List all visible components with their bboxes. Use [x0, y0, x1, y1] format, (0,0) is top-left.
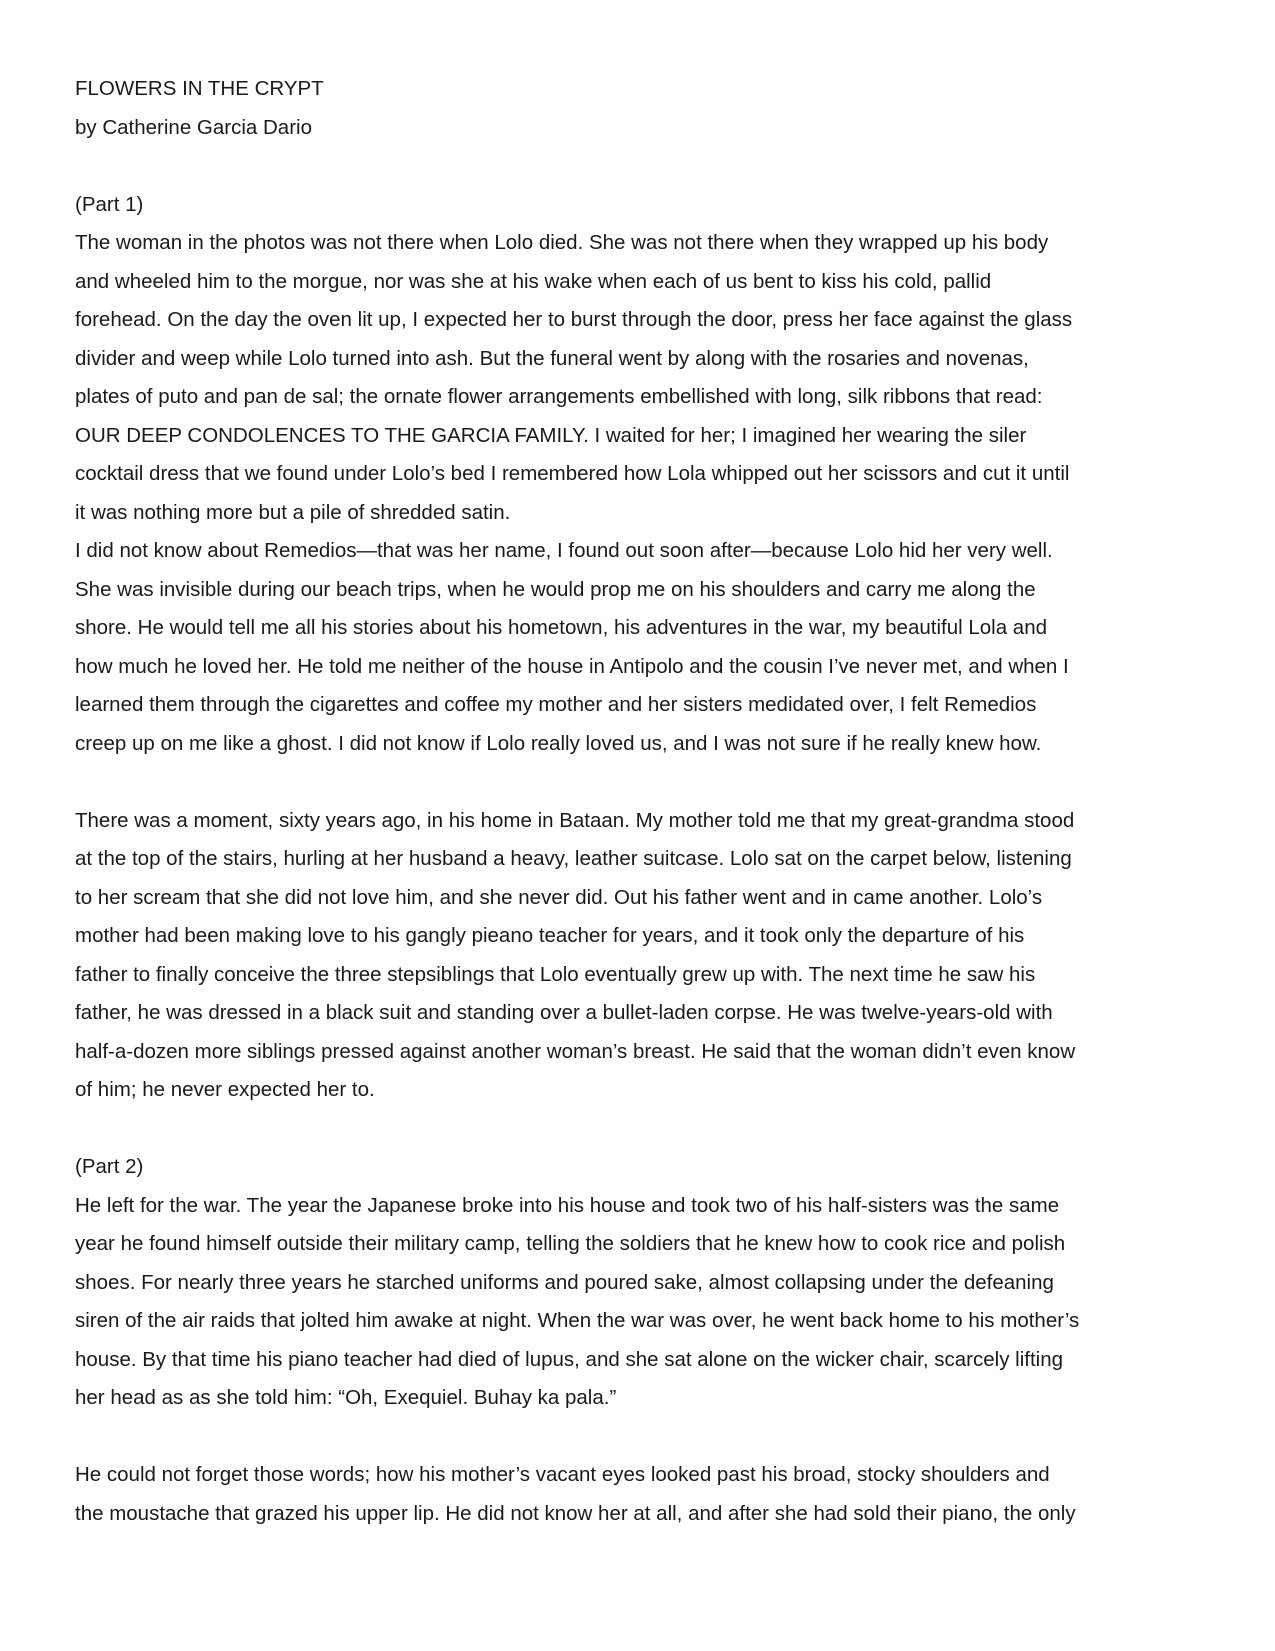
text-line: There was a moment, sixty years ago, in his home in Bataan. My mother told me that my great-grandma stood [75, 808, 1075, 832]
text-line: how much he loved her. He told me neither of the house in Antipolo and the cousin I’ve never met, and when I [75, 654, 1069, 678]
text-line: creep up on me like a ghost. I did not know if Lolo really loved us, and I was not sure if he really knew how. [75, 731, 1042, 755]
text-line: cocktail dress that we found under Lolo’s bed I remembered how Lola whipped out her scissors and cut it until [75, 462, 1070, 485]
text-line: father, he was dressed in a black suit and standing over a bullet-laden corpse. He was twelve-years-old with [75, 1001, 1053, 1024]
text-line: She was invisible during our beach trips, when he would prop me on his shoulders and carry me along the [75, 577, 1036, 601]
part-1-heading: (Part 1) [75, 192, 144, 216]
text-line: divider and weep while Lolo turned into ash. But the funeral went by along with the rosaries and novenas, [75, 346, 1029, 370]
text-line: at the top of the stairs, hurling at her husband a heavy, leather suitcase. Lolo sat on the carpet below, listening [75, 847, 1072, 870]
text-line: plates of puto and pan de sal; the ornate flower arrangements embellished with long, silk ribbons that read: [75, 385, 1043, 408]
text-line: He left for the war. The year the Japanese broke into his house and took two of his half-sisters was the same [75, 1193, 1060, 1217]
text-line: it was nothing more but a pile of shredded satin. [75, 500, 511, 524]
spacer [75, 147, 1210, 186]
text-line: OUR DEEP CONDOLENCES TO THE GARCIA FAMILY. I waited for her; I imagined her wearing the siler [75, 423, 1027, 447]
paragraph-3 [75, 802, 1210, 1110]
text-line: her head as as she told him: “Oh, Exequiel. Buhay ka pala.” [75, 1386, 617, 1409]
text-line: the moustache that grazed his upper lip. He did not know her at all, and after she had sold their piano, the only [75, 1501, 1076, 1525]
text-line: of him; he never expected her to. [75, 1078, 375, 1101]
byline: by Catherine Garcia Dario [75, 115, 312, 139]
text-line: forehead. On the day the oven lit up, I expected her to burst through the door, press her face against the glass [75, 308, 1073, 331]
text-line: half-a-dozen more siblings pressed against another woman’s breast. He said that the woman didn’t even know [75, 1039, 1076, 1063]
text-line: learned them through the cigarettes and coffee my mother and her sisters medidated over, I felt Remedios [75, 693, 1037, 716]
text-line: house. By that time his piano teacher had died of lupus, and she sat alone on the wicker chair, scarcely lifting [75, 1347, 1063, 1371]
spacer [75, 763, 1210, 802]
text-line: siren of the air raids that jolted him awake at night. When the war was over, he went back home to his mother’s [75, 1309, 1080, 1332]
document-title: FLOWERS IN THE CRYPT [75, 77, 324, 100]
text-line: mother had been making love to his gangly pieano teacher for years, and it took only the departure of his [75, 924, 1025, 947]
text-line: to her scream that she did not love him, and she never did. Out his father went and in came another. Lolo’s [75, 885, 1043, 909]
text-line: father to finally conceive the three stepsiblings that Lolo eventually grew up with. The next time he saw his [75, 962, 1036, 986]
paragraph-5 [75, 1456, 1210, 1533]
part-2-heading: (Part 2) [75, 1155, 144, 1178]
text-line: The woman in the photos was not there when Lolo died. She was not there when they wrapped up his body [75, 231, 1049, 254]
document-page [75, 70, 1210, 1533]
text-line: shoes. For nearly three years he starched uniforms and poured sake, almost collapsing under the defeaning [75, 1270, 1054, 1294]
paragraph-1 [75, 224, 1210, 532]
title-block [75, 70, 1210, 147]
spacer [75, 1418, 1210, 1457]
text-line: year he found himself outside their military camp, telling the soldiers that he knew how to cook rice and polish [75, 1232, 1066, 1255]
text-line: and wheeled him to the morgue, nor was she at his wake when each of us bent to kiss his cold, pallid [75, 269, 992, 293]
paragraph-2 [75, 532, 1210, 763]
spacer [75, 1110, 1210, 1149]
text-line: shore. He would tell me all his stories about his hometown, his adventures in the war, my beautiful Lola and [75, 616, 1047, 639]
paragraph-4 [75, 1187, 1210, 1418]
text-line: I did not know about Remedios—that was her name, I found out soon after—because Lolo hid her very well. [75, 539, 1053, 562]
text-line: He could not forget those words; how his mother’s vacant eyes looked past his broad, stocky shoulders and [75, 1463, 1050, 1486]
